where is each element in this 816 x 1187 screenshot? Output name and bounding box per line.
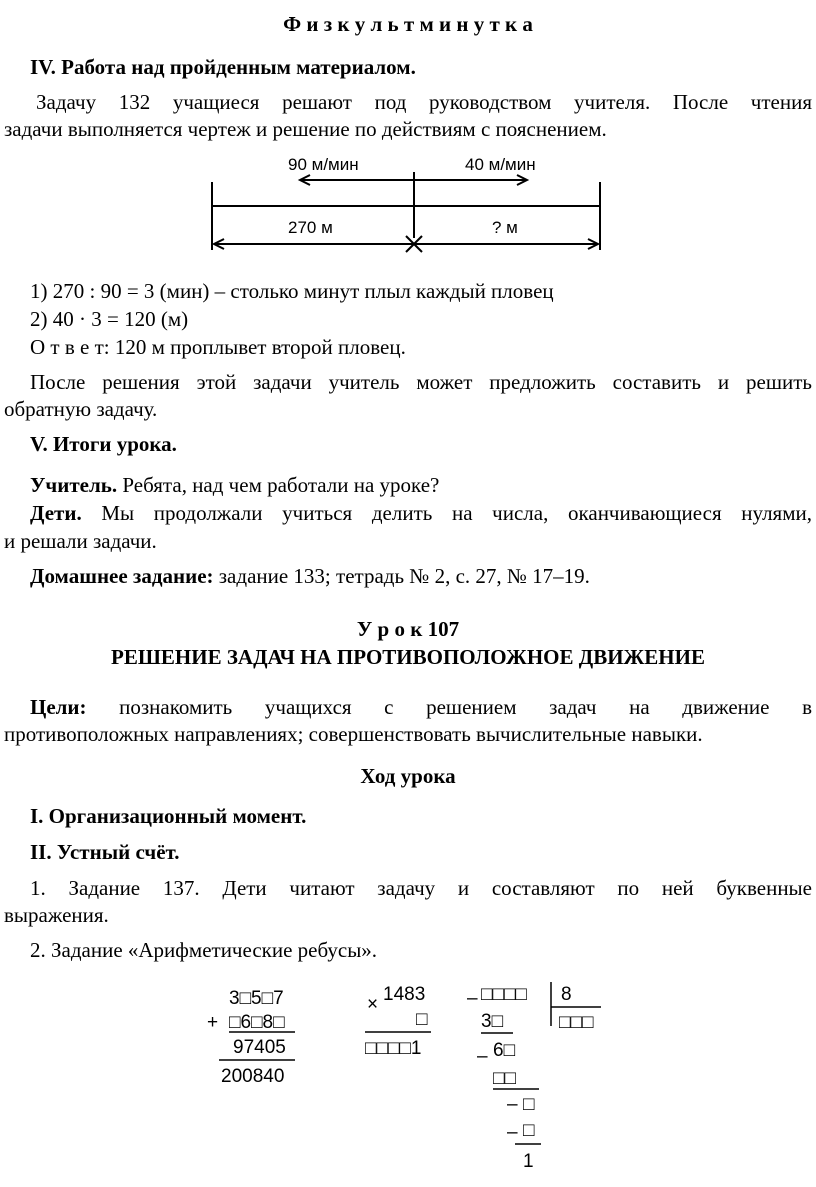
addition-row-3: 97405 [233,1037,286,1058]
goals-line2: противоположных направлениях; совершенствовать вычислительные навыки. [4,722,703,746]
addition-sum: 200840 [221,1066,285,1087]
speed-left-label: 90 м/мин [288,155,359,174]
kids-line1 [30,503,812,524]
note-line2: обратную задачу. [4,397,158,421]
lesson-title: РЕШЕНИЕ ЗАДАЧ НА ПРОТИВОПОЛОЖНОЕ ДВИЖЕНИЕ [111,645,705,669]
goals-line1 [30,697,812,718]
division-remainder-1: 6□ [493,1040,516,1061]
lesson-number: У р о к 107 [356,617,460,641]
homework-text: задание 133; тетрадь № 2, с. 27, № 17–19. [213,564,590,588]
division-subtract-1: 3□ [481,1011,504,1032]
task1-line1: 1. Задание 137. Дети читают задачу и составляют по ней буквенные [30,876,812,900]
oral-heading: II. Устный счёт. [30,840,180,864]
division-divisor: 8 [561,984,572,1005]
solution-step-2: 2) 40 · 3 = 120 (м) [30,307,189,331]
speed-right-label: 40 м/мин [465,155,536,174]
solution-answer [30,337,406,358]
section4-intro-line2: задачи выполняется чертеж и решение по действиям с пояснением. [4,117,607,141]
division-minus-2: – [477,1046,488,1067]
division-dividend: □□□□ [481,984,527,1005]
distance-right-label: ? м [492,218,518,237]
teacher-label: Учитель. [30,473,118,497]
section5-heading: V. Итоги урока. [30,432,177,456]
distance-left-label: 270 м [288,218,333,237]
goals-label: Цели: [30,695,87,719]
teacher-text: Ребята, над чем работали на уроке? [117,473,440,497]
task2-line: 2. Задание «Арифметические ребусы». [30,938,378,962]
answer-label: О т в е т: [30,335,110,359]
homework-label: Домашнее задание: [30,564,214,588]
answer-text: 120 м проплывет второй пловец. [109,335,406,359]
multiplication-top: 1483 [383,984,426,1005]
task1-line2: выражения. [4,903,109,927]
note-line1: После решения этой задачи учитель может предложить составить и решить [30,370,812,394]
division-minus-1: – [467,988,478,1009]
multiplication-second: □ [416,1009,428,1030]
teacher-line [30,475,439,496]
kids-text-1: Мы продолжали учиться делить на числа, оканчивающиеся нулями, [81,501,812,525]
division-minus-4: – [507,1122,518,1143]
division-subtract-3: □ [523,1120,535,1141]
multiplication-sign: × [367,994,379,1015]
addition-row-1: 3□5□7 [229,988,284,1009]
division-minus-3: – [507,1094,518,1115]
motion-diagram [200,148,610,260]
kids-label: Дети. [30,501,82,525]
division-quotient: □□□ [559,1012,594,1033]
division-remainder-2: □ [523,1094,535,1115]
org-heading: I. Организационный момент. [30,804,307,828]
multiplication-result: □□□□1 [365,1038,422,1059]
section4-heading: IV. Работа над пройденным материалом. [30,55,416,79]
section4-intro-line1: Задачу 132 учащиеся решают под руководством учителя. После чтения [36,90,812,114]
kids-line2: и решали задачи. [4,529,157,553]
solution-step-1: 1) 270 : 90 = 3 (мин) – столько минут плыл каждый пловец [30,279,554,303]
page-header-title: Ф и з к у л ь т м и н у т к а [283,12,533,36]
addition-plus: + [207,1012,219,1033]
course-heading: Ход урока [360,764,456,788]
homework-line [30,566,590,587]
addition-row-2: □6□8□ [229,1012,285,1033]
division-final-remainder: 1 [523,1151,534,1172]
goals-text-1: познакомить учащихся с решением задач на движение в [86,695,812,719]
rebus-area [195,970,615,1175]
division-subtract-2: □□ [493,1068,516,1089]
